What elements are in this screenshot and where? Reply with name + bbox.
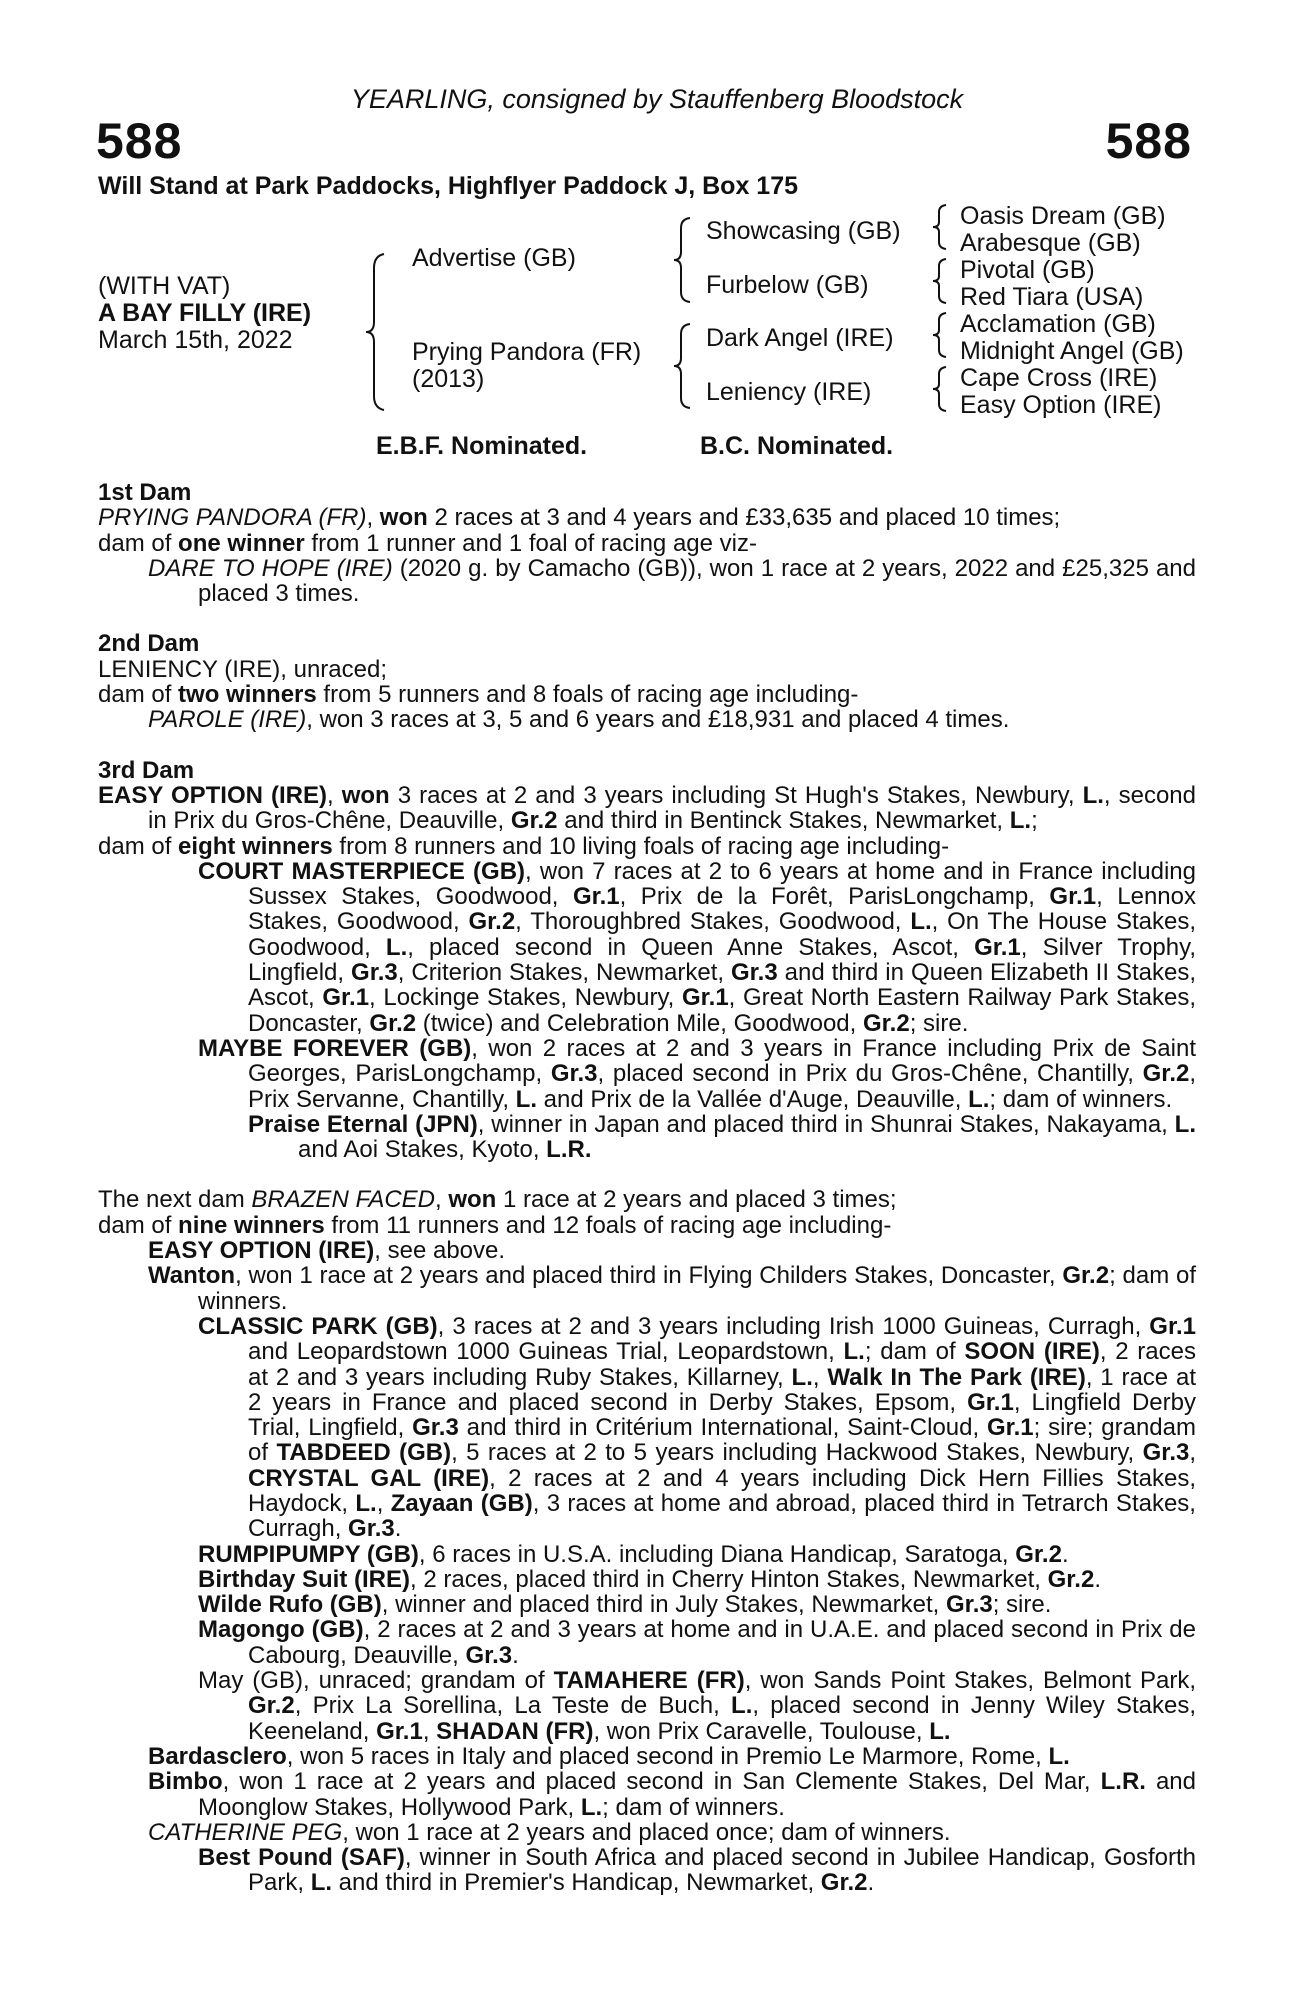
first-dam-line: PRYING PANDORA (FR), won 2 races at 3 and 4 years and £33,635 and placed 10 times; [98,504,1061,532]
foal-bardasclero: Bardasclero, won 5 races in Italy and placed second in Premio Le Marmore, Rome, L. [148,1742,1070,1770]
second-dam-foal-parole: PAROLE (IRE), won 3 races at 3, 5 and 6 years and £18,931 and placed 4 times. [148,706,1010,734]
foal-rumpipumpy: RUMPIPUMPY (GB), 6 races in U.S.A. including Diana Handicap, Saratoga, Gr.2. [198,1540,1069,1568]
pedigree-dam-year: (2013) [412,365,485,393]
pedigree-g4: Red Tiara (USA) [960,283,1144,311]
pedigree-dam-dam: Leniency (IRE) [706,378,872,406]
pedigree-g7: Cape Cross (IRE) [960,364,1158,392]
foal-magongo: Magongo (GB), 2 races at 2 and 3 years at home and in U.A.E. and placed second in Prix de Cabourg, Deauville, Gr.3. [198,1616,1197,1669]
third-dam-easy-option: EASY OPTION (IRE), won 3 races at 2 and 3 years including St Hugh's Stakes, Newbury, L., second in Prix du Gros-Chêne, Deauville, Gr.2 and third in Bentinck Stakes, Newmarket, L.; [98,781,1196,835]
third-dam-produce-line: dam of eight winners from 8 runners and 10 living foals of racing age including- [98,832,950,860]
foal-best-pound: Best Pound (SAF), winner in South Africa and placed second in Jubilee Handicap, Gosforth Park, L. and third in Premier's Handicap, Newmarket, Gr.2. [198,1844,1196,1897]
pedigree-g6: Midnight Angel (GB) [960,337,1184,365]
stabling-location: Will Stand at Park Paddocks, Highflyer Paddock J, Box 175 [98,172,798,200]
foal-catherine-peg: CATHERINE PEG, won 1 race at 2 years and placed once; dam of winners. [148,1818,951,1846]
foal-classic-park: CLASSIC PARK (GB), 3 races at 2 and 3 years including Irish 1000 Guineas, Curragh, Gr.1 and Leopardstown 1000 Guineas Trial, Leopardstown, L.; dam of SOON (IRE), 2 races at 2 and 3 years including Ruby Stakes, Killarney, L., Walk In The Park (IRE), 1 race at 2 years in France and placed second in Derby Stakes, Epsom, Gr.1, Lingfield Derby Trial, Lingfield, Gr.3 and third in Critérium International, Saint-Cloud, Gr.1; sire; grandam of TABDEED (GB), 5 races at 2 to 5 years including Hackwood Stakes, Newbury, Gr.3, CRYSTAL GAL (IRE), 2 races at 2 and 4 years including Dick Hern Fillies Stakes, Haydock, L., Zayaan (GB), 3 races at home and abroad, placed third in Tetrarch Stakes, Curragh, Gr.3. [198,1312,1197,1543]
pedigree-brace-g4 [930,365,952,413]
foal-bimbo: Bimbo, won 1 race at 2 years and placed second in San Clemente Stakes, Del Mar, L.R. and Moonglow Stakes, Hollywood Park, L.; dam of winners. [148,1768,1196,1821]
ebf-nomination: E.B.F. Nominated. [376,432,588,460]
pedigree-brace-g2 [930,257,952,305]
pedigree-dam: Prying Pandora (FR) [412,338,642,366]
foal-praise-eternal: Praise Eternal (JPN), winner in Japan and placed third in Shunrai Stakes, Nakayama, L. and Aoi Stakes, Kyoto, L.R. [248,1110,1196,1164]
bc-nomination: B.C. Nominated. [700,432,894,460]
second-dam-produce-line: dam of two winners from 5 runners and 8 foals of racing age including- [98,681,859,709]
foal-may: May (GB), unraced; grandam of TAMAHERE (FR), won Sands Point Stakes, Belmont Park, Gr.2, Prix La Sorellina, La Teste de Buch, L., placed second in Jenny Wiley Stakes, Keeneland, Gr.1, SHADAN (FR), won Prix Caravelle, Toulouse, L. [198,1667,1196,1745]
foal-birthday-suit: Birthday Suit (IRE), 2 races, placed third in Cherry Hinton Stakes, Newmarket, Gr.2. [198,1565,1101,1593]
first-dam-foal-dare-to-hope: DARE TO HOPE (IRE) (2020 g. by Camacho (GB)), won 1 race at 2 years, 2022 and £25,325 and placed 3 times. [148,554,1196,608]
first-dam-produce-line: dam of one winner from 1 runner and 1 foal of racing age viz- [98,529,757,557]
pedigree-dam-sire: Dark Angel (IRE) [706,324,894,352]
lot-number-left: 588 [96,113,183,169]
horse-name: A BAY FILLY (IRE) [98,299,312,327]
third-dam-heading: 3rd Dam [98,756,195,784]
first-dam-heading: 1st Dam [98,479,192,506]
foal-easy-option: EASY OPTION (IRE), see above. [148,1237,506,1265]
foal-maybe-forever: MAYBE FOREVER (GB), won 2 races at 2 and 3 years in France including Prix de Saint Georges, ParisLongchamp, Gr.3, placed second in Prix du Gros-Chêne, Chantilly, Gr.2, Prix Servanne, Chantilly, L. and Prix de la Vallée d'Auge, Deauville, L.; dam of winners. [198,1034,1197,1113]
consignor-line: YEARLING, consigned by Stauffenberg Bloodstock [350,84,964,114]
pedigree-brace-g3 [930,311,952,359]
pedigree-brace-g1 [930,203,952,251]
pedigree-g5: Acclamation (GB) [960,310,1156,338]
pedigree-brace-sire [670,216,696,304]
foaling-date: March 15th, 2022 [98,326,293,354]
second-dam-heading: 2nd Dam [98,630,200,658]
lot-number-right: 588 [1105,113,1192,169]
pedigree-brace-main [362,252,392,412]
pedigree-sire-dam: Furbelow (GB) [706,271,869,299]
pedigree-g1: Oasis Dream (GB) [960,202,1166,230]
foal-court-masterpiece: COURT MASTERPIECE (GB), won 7 races at 2 to 6 years at home and in France including Sussex Stakes, Goodwood, Gr.1, Prix de la Forêt, ParisLongchamp, Gr.1, Lennox Stakes, Goodwood, Gr.2, Thoroughbred Stakes, Goodwood, L., On The House Stakes, Goodwood, L., placed second in Queen Anne Stakes, Ascot, Gr.1, Silver Trophy, Lingfield, Gr.3, Criterion Stakes, Newmarket, Gr.3 and third in Queen Elizabeth II Stakes, Ascot, Gr.1, Lockinge Stakes, Newbury, Gr.1, Great North Eastern Railway Park Stakes, Doncaster, Gr.2 (twice) and Celebration Mile, Goodwood, Gr.2; sire. [198,857,1197,1037]
pedigree-g3: Pivotal (GB) [960,256,1095,284]
foal-wanton: Wanton, won 1 race at 2 years and placed third in Flying Childers Stakes, Doncaster, Gr.2; dam of winners. [148,1262,1196,1315]
pedigree-sire: Advertise (GB) [412,244,576,272]
pedigree-sire-sire: Showcasing (GB) [706,217,901,245]
pedigree-g2: Arabesque (GB) [960,229,1141,257]
pedigree-brace-dam [670,322,696,410]
next-dam-produce-line: dam of nine winners from 11 runners and 12 foals of racing age including- [98,1211,892,1239]
produce-record [98,480,1196,1896]
second-dam-line: LENIENCY (IRE), unraced; [98,655,387,683]
foal-wilde-rufo: Wilde Rufo (GB), winner and placed third in July Stakes, Newmarket, Gr.3; sire. [198,1591,1052,1619]
vat-note: (WITH VAT) [98,272,231,300]
pedigree-g8: Easy Option (IRE) [960,391,1162,419]
next-dam-line: The next dam BRAZEN FACED, won 1 race at 2 years and placed 3 times; [98,1186,897,1214]
